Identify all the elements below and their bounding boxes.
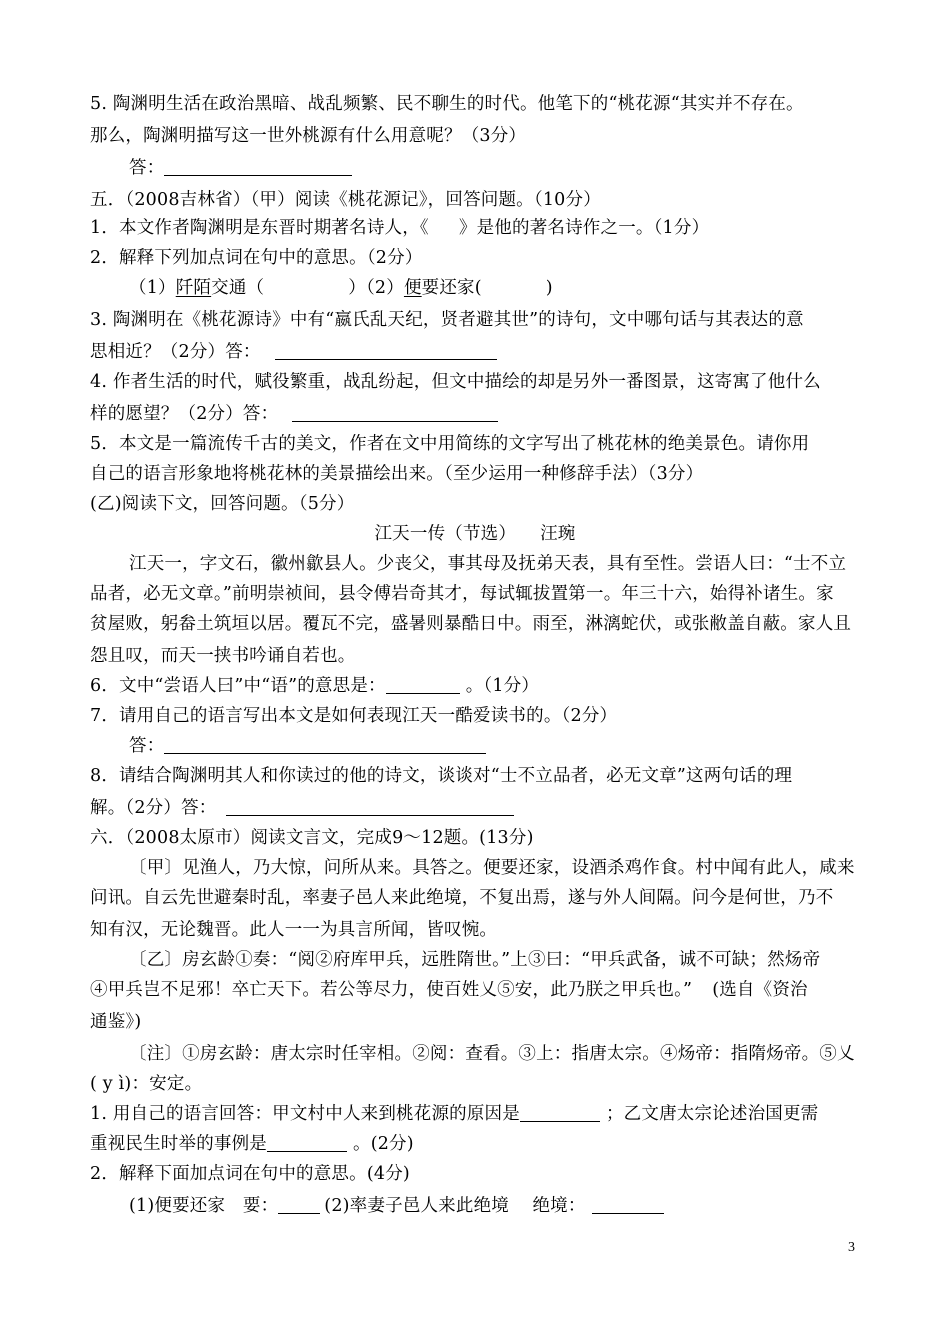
dotted-word-bian: 便 xyxy=(403,278,422,298)
part-b-heading: (乙)阅读下文，回答问题。（5分） xyxy=(90,494,355,514)
section-6-heading: 六．（2008太原市）阅读文言文，完成9～12题。(13分) xyxy=(90,828,534,848)
passage-title: 江天一传（节选） 汪琬 xyxy=(374,524,576,544)
answer-blank xyxy=(592,1191,664,1214)
q4-line-1: 4. 作者生活的时代，赋役繁重，战乱纷起，但文中描绘的却是另外一番图景，这寄寓了他什么 xyxy=(90,372,821,392)
q7-line: 7．请用自己的语言写出本文是如何表现江天一酷爱读书的。（2分） xyxy=(90,706,618,726)
q6-2-line: 2．解释下面加点词在句中的意思。(4分) xyxy=(90,1164,410,1184)
text-a-line-1: 〔甲〕见渔人，乃大惊，问所从来。具答之。便要还家，设酒杀鸡作食。村中闻有此人，咸来 xyxy=(129,858,855,878)
text-a-line-2: 问讯。自云先世避秦时乱，率妻子邑人来此绝境，不复出焉，遂与外人间隔。问今是何世，乃不 xyxy=(90,888,834,908)
answer-blank xyxy=(267,1129,347,1152)
answer-blank xyxy=(164,153,352,176)
q6-1-line-1: 1. 用自己的语言回答：甲文村中人来到桃花源的原因是 ；乙文唐太宗论述治国更需 xyxy=(90,1098,870,1130)
section-5-heading: 五．（2008吉林省）（甲）阅读《桃花源记》，回答问题。（10分） xyxy=(90,190,601,210)
answer-blank xyxy=(226,793,514,816)
answer-blank xyxy=(520,1099,600,1122)
q6-1-line-2: 重视民生时举的事例是 。(2分) xyxy=(90,1128,870,1160)
answer-blank xyxy=(292,399,498,422)
q1-line: 1．本文作者陶渊明是东晋时期著名诗人，《 》是他的著名诗作之一。（1分） xyxy=(90,218,710,238)
q4-line-2: 样的愿望？（2分）答： xyxy=(90,398,870,430)
text-b-line-3: 通鉴》) xyxy=(90,1012,142,1032)
question-5-line-2: 那么，陶渊明描写这一世外桃源有什么用意呢？（3分） xyxy=(90,126,527,146)
text-b-line-2: ④甲兵岂不足邪！卒亡天下。若公等尽力，使百姓乂⑤安，此乃朕之甲兵也。” (选自《资治 xyxy=(90,980,808,1000)
answer-line-q5: 答： xyxy=(129,152,909,184)
answer-blank xyxy=(275,337,497,360)
notes-line-1: 〔注〕①房玄龄：唐太宗时任宰相。②阅：查看。③上：指唐太宗。④炀帝：指隋炀帝。⑤乂 xyxy=(129,1044,855,1064)
q2-items: （1）阡陌交通（ ）（2）便要还家( ) xyxy=(129,278,553,298)
passage-line-4: 怨且叹，而天一挟书吟诵自若也。 xyxy=(90,646,356,666)
page-number: 3 xyxy=(848,1240,855,1255)
answer-line-q7: 答： xyxy=(129,730,909,762)
q5-line-1: 5．本文是一篇流传千古的美文，作者在文中用简练的文字写出了桃花林的绝美景色。请你用 xyxy=(90,434,810,454)
notes-line-2: ( y ì)：安定。 xyxy=(90,1074,203,1094)
text-b-line-1: 〔乙〕房玄龄①奏：“阅②府库甲兵，远胜隋世。”上③曰：“甲兵武备，诚不可缺；然炀帝 xyxy=(129,950,821,970)
q3-line-2: 思相近？（2分）答： xyxy=(90,336,870,368)
passage-line-3: 贫屋败，躬畚土筑垣以居。覆瓦不完，盛暑则暴酷日中。雨至，淋漓蛇伏，或张敝盖自蔽。家人且 xyxy=(90,614,852,634)
q2-line: 2．解释下列加点词在句中的意思。（2分） xyxy=(90,248,423,268)
question-5-line-1: 5. 陶渊明生活在政治黑暗、战乱频繁、民不聊生的时代。他笔下的“桃花源“其实并不存在。 xyxy=(90,94,804,114)
text-a-line-3: 知有汉，无论魏晋。此人一一为具言所闻，皆叹惋。 xyxy=(90,920,498,940)
answer-blank xyxy=(386,671,460,694)
q5-line-2: 自己的语言形象地将桃花林的美景描绘出来。（至少运用一种修辞手法）（3分） xyxy=(90,464,704,484)
answer-blank xyxy=(164,731,486,754)
passage-line-1: 江天一，字文石，徽州歙县人。少丧父，事其母及抚弟天表，具有至性。尝语人曰：“士不立 xyxy=(129,554,847,574)
q6-line: 6．文中“尝语人曰”中“语”的意思是： 。（1分） xyxy=(90,670,870,702)
q8-line-1: 8．请结合陶渊明其人和你读过的他的诗文，谈谈对“士不立品者，必无文章”这两句话的理 xyxy=(90,766,793,786)
passage-line-2: 品者，必无文章。”前明崇祯间，县令傅岩奇其才，每试辄拔置第一。年三十六，始得补诸生。家 xyxy=(90,584,834,604)
answer-blank xyxy=(278,1191,320,1214)
q3-line-1: 3. 陶渊明在《桃花源诗》中有“嬴氏乱天纪，贤者避其世”的诗句，文中哪句话与其表达的意 xyxy=(90,310,804,330)
q6-2-items: (1)便要还家 要： (2)率妻子邑人来此绝境 绝境： xyxy=(129,1190,909,1222)
q8-line-2: 解。（2分）答： xyxy=(90,792,870,824)
dotted-word-qianmo: 阡陌 xyxy=(175,278,212,298)
